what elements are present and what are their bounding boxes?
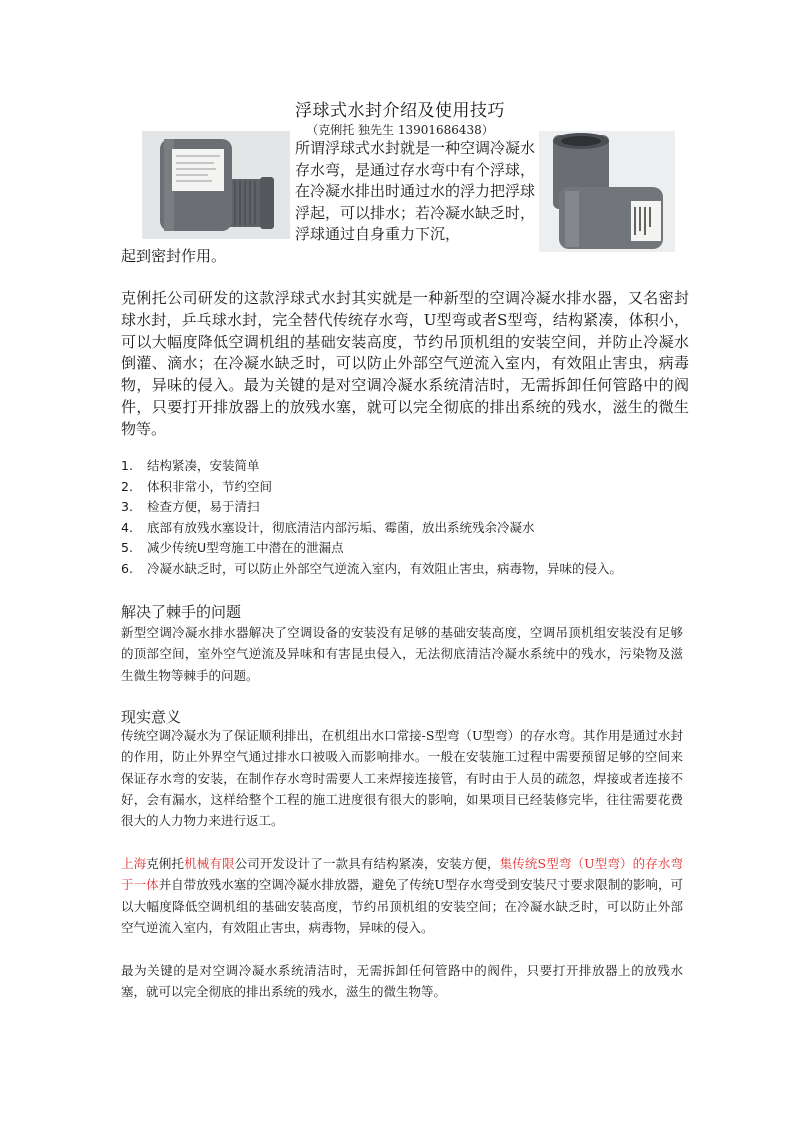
list-item xyxy=(121,559,701,580)
list-item-text: 冷凝水缺乏时，可以防止外部空气逆流入室内，有效阻止害虫，病毒物，异味的侵入。 xyxy=(147,560,623,576)
section-heading-problems: 解决了棘手的问题 xyxy=(121,603,242,621)
company-highlight: 上海 xyxy=(121,856,147,871)
pipe-tee-illustration xyxy=(539,131,675,252)
list-item xyxy=(121,518,701,539)
main-paragraph: 克俐托公司研发的这款浮球式水封其实就是一种新型的空调冷凝水排水器，又名密封球水封，乒乓球水封，完全替代传统存水弯，U型弯或者S型弯，结构紧凑，体积小，可以大幅度降低空调机组的基础安装高度，节约吊顶机组的安装空间，并防止冷凝水倒灌、滴水；在冷凝水缺乏时，可以防止外部空气逆流入室内，有效阻止害虫，病毒物，异味的侵入。最为关键的是对空调冷凝水系统清洁时，无需拆卸任何管路中的阀件，只要打开排放器上的放残水塞，就可以完全彻底的排出系统的残水，滋生的微生物等。 xyxy=(121,289,689,438)
list-item-text: 底部有放残水塞设计，彻底清洁内部污垢、霉菌，放出系统残余冷凝水 xyxy=(147,519,535,535)
product-photo-left xyxy=(142,131,290,239)
list-item-number: 4. xyxy=(121,519,133,535)
author-line: （克俐托 独先生 13901686438） xyxy=(306,123,494,137)
list-item-text: 检查方便，易于清扫 xyxy=(147,499,260,515)
company-text: 公司开发设计了一款具有结构紧凑，安装方便， xyxy=(234,856,500,871)
intro-paragraph-tail: 起到密封作用。 xyxy=(121,247,227,265)
list-item-text: 体积非常小，节约空间 xyxy=(147,478,273,494)
list-item-number: 3. xyxy=(121,499,133,515)
feature-list xyxy=(121,456,701,580)
elbow-fitting-illustration xyxy=(142,131,290,239)
list-item-number: 5. xyxy=(121,540,133,556)
list-item-number: 1. xyxy=(121,458,133,473)
list-item-number: 2. xyxy=(121,478,133,494)
list-item xyxy=(121,477,701,498)
list-item-text: 结构紧凑，安装简单 xyxy=(147,458,260,473)
intro-paragraph: 所谓浮球式水封就是一种空调冷凝水存水弯，是通过存水弯中有个浮球，在冷凝水排出时通过水的浮力把浮球浮起，可以排水；若冷凝水缺乏时，浮球通过自身重力下沉， xyxy=(295,139,536,243)
section-heading-significance: 现实意义 xyxy=(121,708,182,726)
product-photo-right xyxy=(539,131,675,252)
section-paragraph-significance: 传统空调冷凝水为了保证顺利排出，在机组出水口常接-S型弯（U型弯）的存水弯。其作用是通过水封的作用，防止外界空气通过排水口被吸入而影响排水。一般在安装施工过程中需要预留足够的空间来保证存水弯的安装，在制作存水弯时需要人工来焊接连接管，有时由于人员的疏忽，焊接或者连接不好，会有漏水，这样给整个工程的施工进度很有很大的影响，如果项目已经装修完毕，往往需要花费很大的人力物力来进行返工。 xyxy=(121,728,683,829)
company-paragraph xyxy=(121,853,683,938)
section-paragraph-problems: 新型空调冷凝水排水器解决了空调设备的安装没有足够的基础安装高度，空调吊顶机组安装没有足够的顶部空间，室外空气逆流及异味和有害昆虫侵入，无法彻底清洁冷凝水系统中的残水，污染物及滋生微生物等棘手的问题。 xyxy=(121,625,683,683)
closing-paragraph: 最为关键的是对空调冷凝水系统清洁时，无需拆卸任何管路中的阀件，只要打开排放器上的放残水塞，就可以完全彻底的排出系统的残水，滋生的微生物等。 xyxy=(121,963,683,1000)
list-item-number: 6. xyxy=(121,560,133,576)
company-highlight: 机械有限 xyxy=(184,856,235,871)
list-item xyxy=(121,538,701,559)
list-item xyxy=(121,497,701,518)
page-title: 浮球式水封介绍及使用技巧 xyxy=(295,101,505,121)
list-item xyxy=(121,456,701,477)
list-item-text: 减少传统U型弯施工中潜在的泄漏点 xyxy=(147,540,344,556)
company-highlight: 集传统S型弯（U型弯）的存水弯于一体 xyxy=(121,856,683,893)
company-text: 克俐托 xyxy=(146,856,185,871)
company-text: 并自带放残水塞的空调冷凝水排放器，避免了传统U型存水弯受到安装尺寸要求限制的影响，可以大幅度降低空调机组的基础安装高度，节约吊顶机组的安装空间；在冷凝水缺乏时，可以防止外部空气逆流入室内，有效阻止害虫，病毒物，异味的侵入。 xyxy=(121,877,683,935)
